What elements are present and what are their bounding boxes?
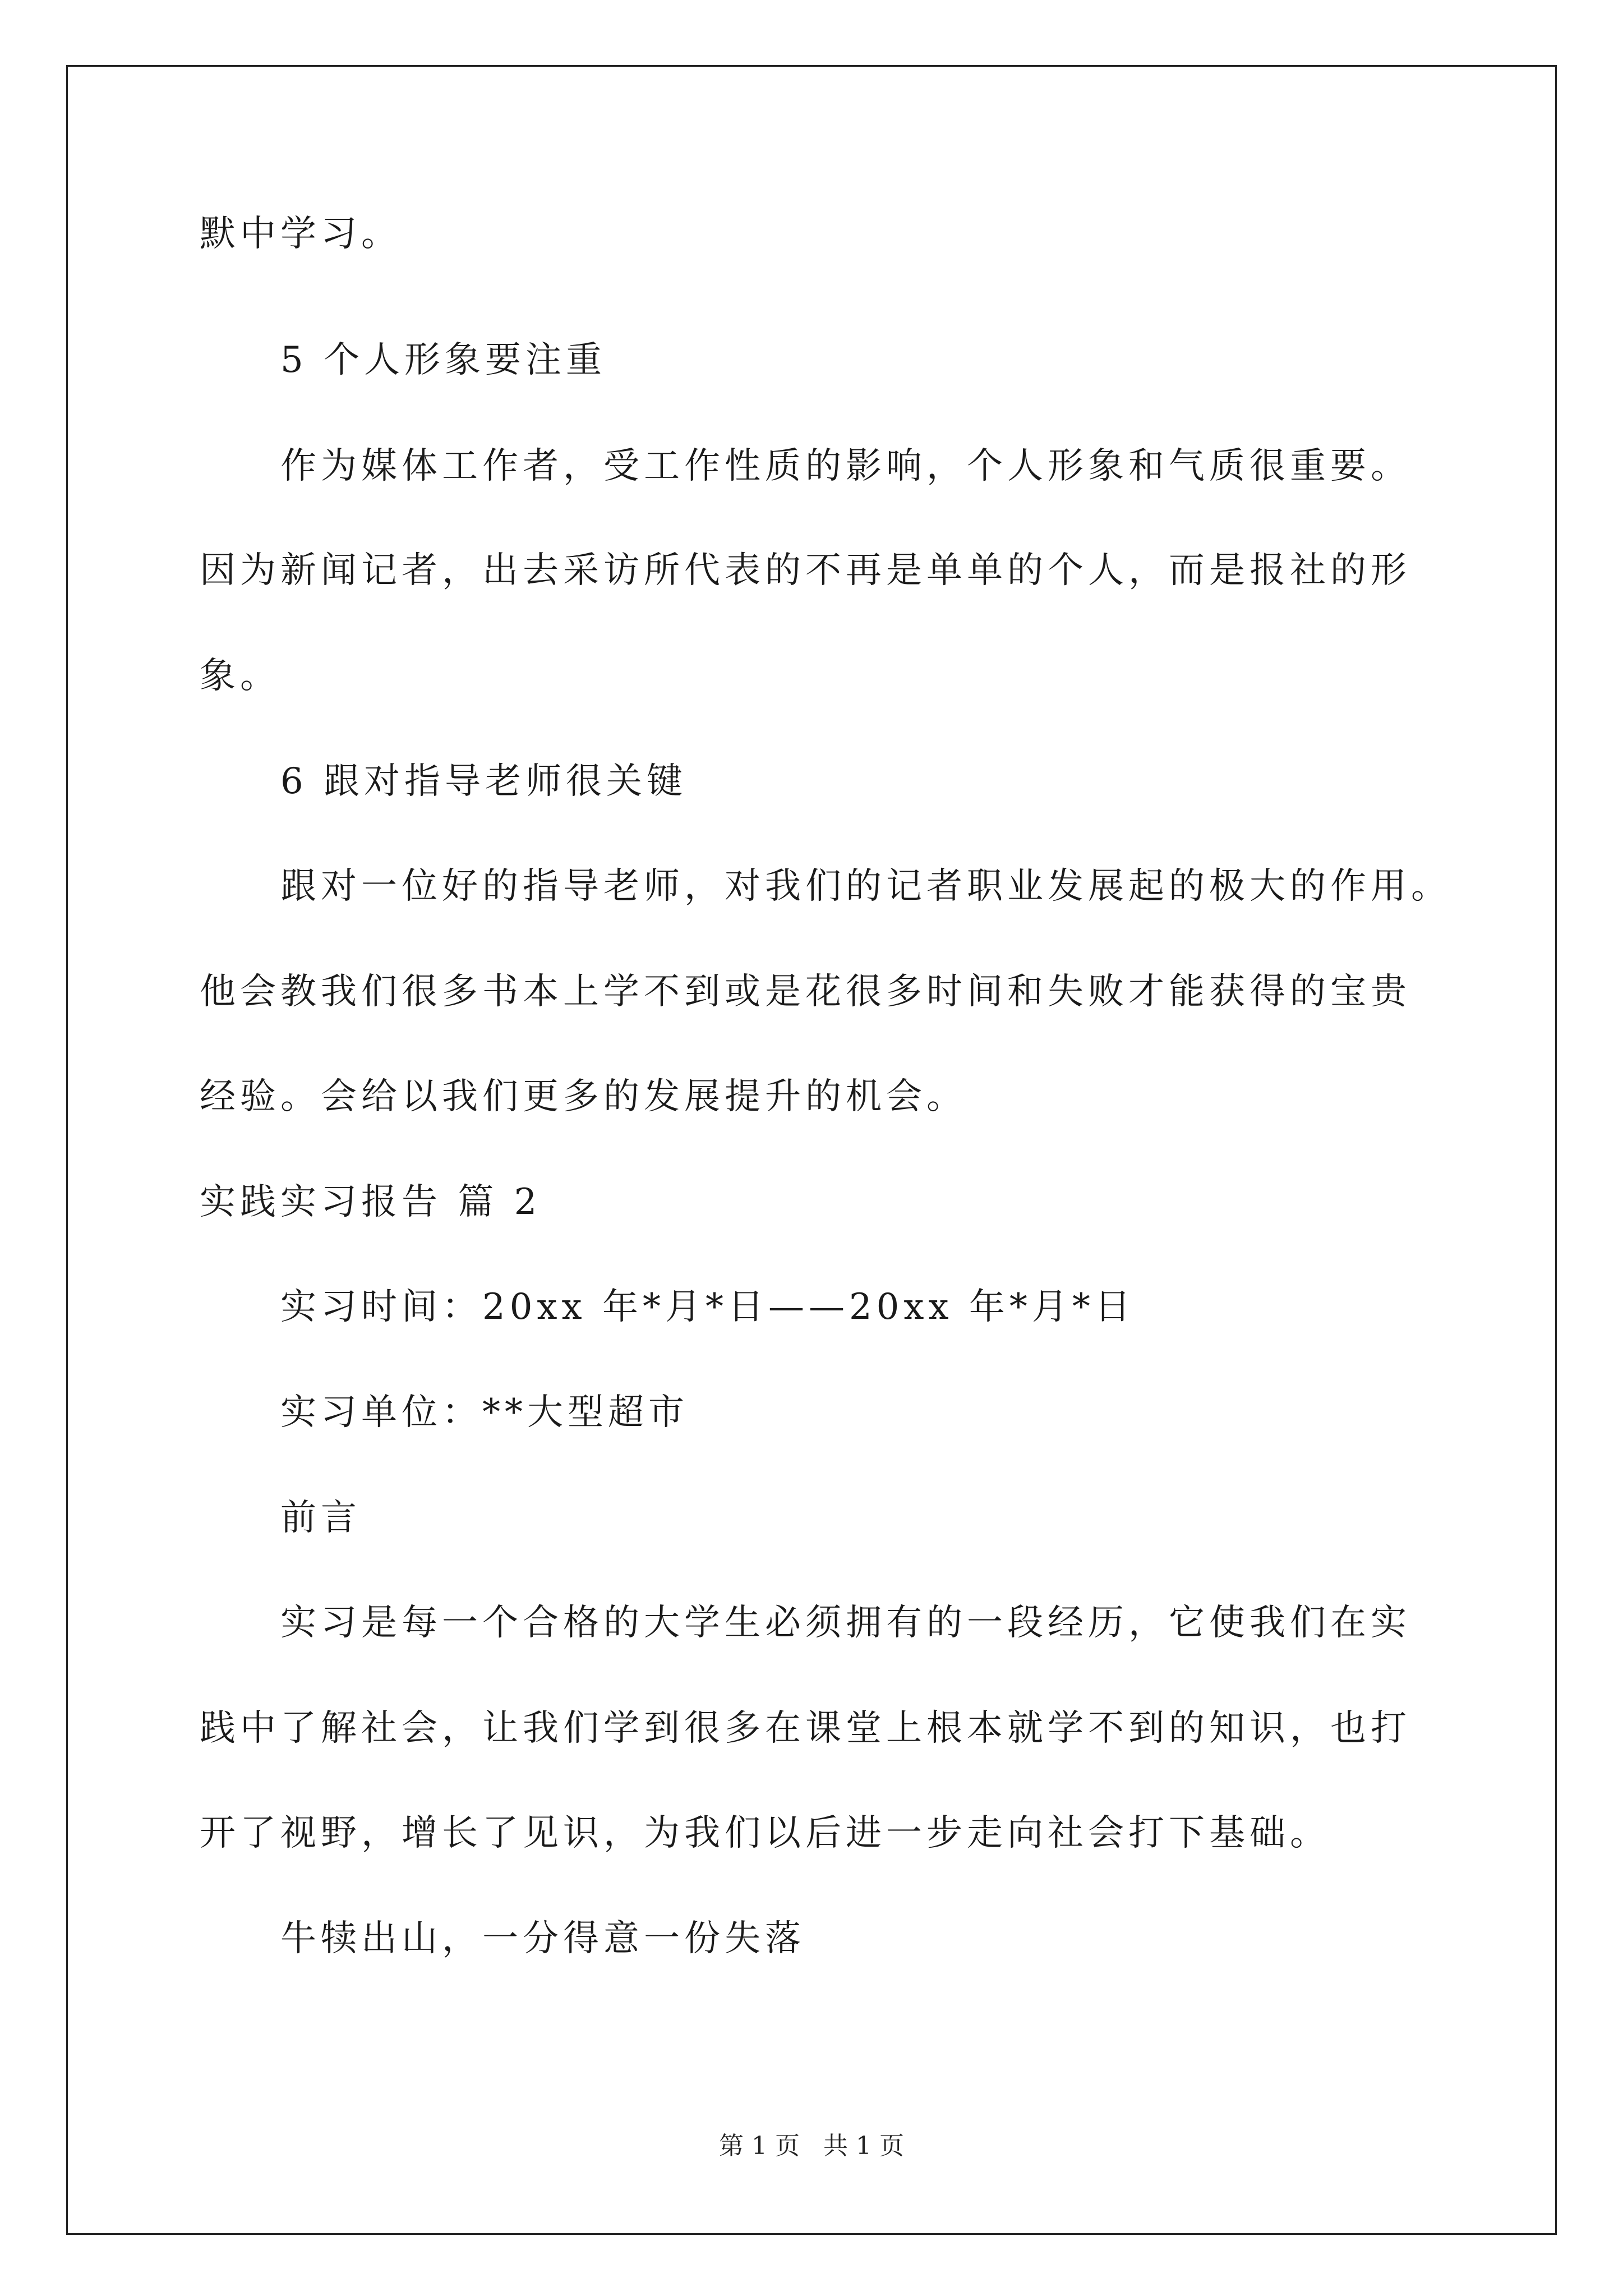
paragraph-line: 开了视野，增长了见识，为我们以后进一步走向社会打下基础。 bbox=[200, 1812, 1330, 1854]
paragraph-line: 因为新闻记者，出去采访所代表的不再是单单的个人，而是报社的形 bbox=[200, 550, 1411, 591]
section-heading: 6 跟对指导老师很关键 bbox=[280, 761, 688, 802]
paragraph-line: 跟对一位好的指导老师，对我们的记者职业发展起的极大的作用。 bbox=[280, 866, 1451, 907]
paragraph-line: 经验。会给以我们更多的发展提升的机会。 bbox=[200, 1076, 967, 1117]
section-heading: 5 个人形象要注重 bbox=[280, 339, 607, 381]
internship-unit: 实习单位：**大型超市 bbox=[280, 1392, 689, 1433]
paragraph-line: 象。 bbox=[200, 655, 280, 697]
internship-period: 实习时间：20xx 年*月*日——20xx 年*月*日 bbox=[280, 1286, 1135, 1328]
section-heading: 牛犊出山，一分得意一份失落 bbox=[280, 1918, 805, 1959]
page-footer bbox=[0, 2129, 1623, 2163]
paragraph-line: 作为媒体工作者，受工作性质的影响，个人形象和气质很重要。 bbox=[280, 445, 1411, 487]
paragraph-line: 践中了解社会，让我们学到很多在课堂上根本就学不到的知识，也打 bbox=[200, 1708, 1411, 1749]
section-heading-preface: 前言 bbox=[280, 1497, 361, 1539]
report-title: 实践实习报告 篇 2 bbox=[200, 1181, 542, 1223]
paragraph-line: 他会教我们很多书本上学不到或是花很多时间和失败才能获得的宝贵 bbox=[200, 971, 1411, 1013]
page-border bbox=[66, 65, 1557, 2235]
page-number: 第 1 页 bbox=[719, 2132, 800, 2160]
paragraph-line: 默中学习。 bbox=[200, 213, 402, 255]
page-total: 共 1 页 bbox=[823, 2132, 904, 2160]
paragraph-line: 实习是每一个合格的大学生必须拥有的一段经历，它使我们在实 bbox=[280, 1602, 1411, 1644]
